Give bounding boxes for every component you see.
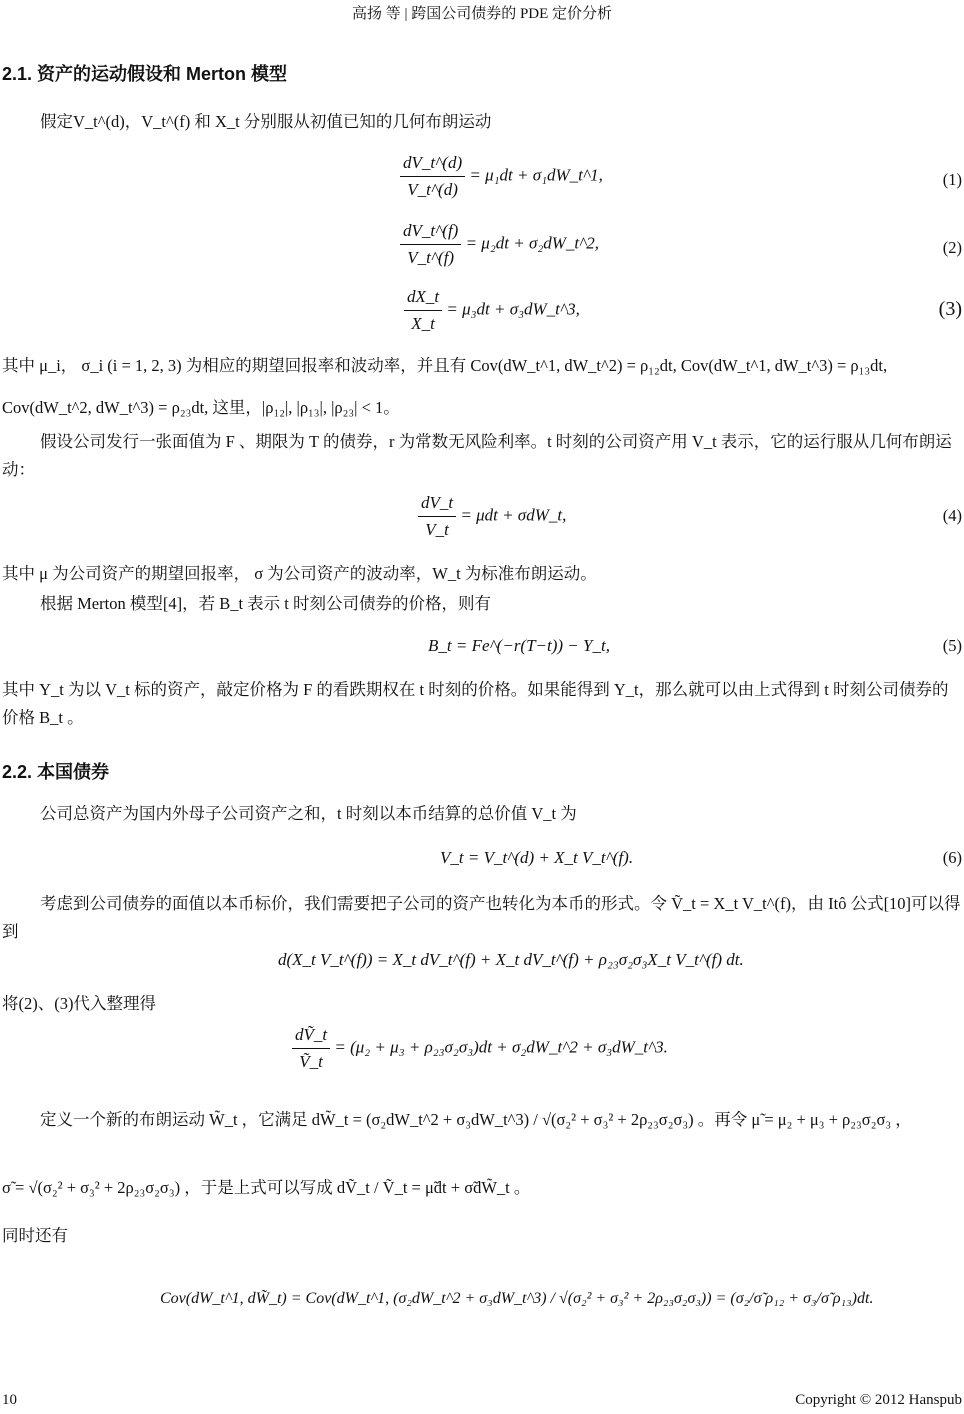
eq3-denominator: X_t <box>411 314 435 333</box>
page-number: 10 <box>2 1392 17 1408</box>
eq5-number: (5) <box>942 636 962 655</box>
equation-ito <box>0 946 964 982</box>
eq5-expression: B_t = Fe^(−r(T−t)) − Y_t, <box>428 636 610 655</box>
section-heading-2-2: 2.2. 本国债券 <box>2 762 110 782</box>
eq-ito-expression: d(X_t V_t^(f)) = X_t dV_t^(f) + X_t dV_t^(f) + ρ₂₃σ₂σ₃X_t V_t^(f) dt. <box>278 950 744 969</box>
equation-1 <box>0 148 964 208</box>
eq4-rhs: = μdt + σdW_t, <box>460 505 567 525</box>
paragraph-where-4: 其中 μ 为公司资产的期望回报率， σ 为公司资产的波动率，W_t 为标准布朗运动。 <box>2 564 597 583</box>
paragraph-where-1: 其中 μ_i， σ_i (i = 1, 2, 3) 为相应的期望回报率和波动率，并且有 Cov(dW_t^1, dW_t^2) = ρ₁₂dt, Cov(dW_t^1, dW_t^3) = ρ₁₃dt, <box>2 356 888 375</box>
eq3-rhs: = μ₃dt + σ₃dW_t^3, <box>446 299 580 319</box>
paragraph-define: 定义一个新的布朗运动 W̃_t ，它满足 dW̃_t = (σ₂dW_t^2 + σ₃dW_t^3) / √(σ₂² + σ₃² + 2ρ₂₃σ₂σ₃) 。再令 μ̃ = μ₂ + μ₃ + ρ₂₃σ₂σ₃ ， <box>40 1110 912 1129</box>
eq2-numerator: dV_t^(f) <box>400 218 461 245</box>
eq3-number: (3) <box>938 298 962 320</box>
eq4-denominator: V_t <box>425 520 449 539</box>
paragraph-where-1b: Cov(dW_t^2, dW_t^3) = ρ₂₃dt, 这里，|ρ₁₂|, |ρ₁₃|, |ρ₂₃| < 1。 <box>2 398 400 417</box>
eq2-rhs: = μ₂dt + σ₂dW_t^2, <box>465 233 600 253</box>
paragraph-merton: 根据 Merton 模型[4]，若 B_t 表示 t 时刻公司债券的价格，则有 <box>40 594 491 613</box>
eq6-number: (6) <box>942 848 962 867</box>
eq-sub-denominator: Ṽ_t <box>299 1052 323 1071</box>
eq1-numerator: dV_t^(d) <box>400 150 465 177</box>
running-head: 高扬 等 | 跨国公司债券的 PDE 定价分析 <box>351 6 613 22</box>
eq-sub-numerator: dṼ_t <box>292 1022 330 1049</box>
section-heading-2-1: 2.1. 资产的运动假设和 Merton 模型 <box>2 64 288 84</box>
eq4-numerator: dV_t <box>418 490 456 517</box>
eq2-number: (2) <box>942 238 962 257</box>
eq6-expression: V_t = V_t^(d) + X_t V_t^(f). <box>440 848 634 867</box>
paragraph-sigma: σ̃ = √(σ₂² + σ₃² + 2ρ₂₃σ₂σ₃) ，于是上式可以写成 dṼ_t / Ṽ_t = μ̃dt + σ̃dW̃_t 。 <box>2 1178 531 1197</box>
equation-2 <box>0 216 964 276</box>
eq1-denominator: V_t^(d) <box>407 180 458 199</box>
eq1-number: (1) <box>942 170 962 189</box>
eq-cov-expression: Cov(dW_t^1, dW̃_t) = Cov(dW_t^1, (σ₂dW_t^2 + σ₃dW_t^3) / √(σ₂² + σ₃² + 2ρ₂₃σ₂σ₃)) = (σ₂/σ̃ ρ₁₂ + σ₃/σ̃ ρ₁₃)dt. <box>160 1290 874 1307</box>
equation-3 <box>0 282 964 342</box>
paragraph-assume: 假设公司发行一张面值为 F 、期限为 T 的债券，r 为常数无风险利率。t 时刻的公司资产用 V_t 表示，它的运行服从几何布朗运动： <box>2 432 952 479</box>
equation-6 <box>0 844 964 880</box>
equation-covariance <box>0 1286 964 1322</box>
copyright-notice: Copyright © 2012 Hanspub <box>795 1392 962 1408</box>
equation-substituted <box>0 1020 964 1080</box>
eq3-numerator: dX_t <box>404 284 442 311</box>
eq2-denominator: V_t^(f) <box>407 248 455 267</box>
paragraph-total-assets: 公司总资产为国内外母子公司资产之和，t 时刻以本币结算的总价值 V_t 为 <box>40 804 577 823</box>
paragraph-intro: 假定V_t^(d)，V_t^(f) 和 X_t 分别服从初值已知的几何布朗运动 <box>40 112 492 131</box>
equation-5 <box>0 632 964 668</box>
paragraph-also: 同时还有 <box>2 1226 68 1245</box>
paragraph-convert: 考虑到公司债券的面值以本币标价，我们需要把子公司的资产也转化为本币的形式。令 Ṽ_t = X_t V_t^(f)，由 Itô 公式[10]可以得到 <box>2 894 961 941</box>
eq1-rhs: = μ₁dt + σ₁dW_t^1, <box>469 165 603 185</box>
paragraph-where-5: 其中 Y_t 为以 V_t 标的资产，敲定价格为 F 的看跌期权在 t 时刻的价格。如果能得到 Y_t，那么就可以由上式得到 t 时刻公司债券的价格 B_t 。 <box>2 680 949 727</box>
paragraph-substitute: 将(2)、(3)代入整理得 <box>2 994 156 1013</box>
eq4-number: (4) <box>942 506 962 525</box>
eq-sub-rhs: = (μ₂ + μ₃ + ρ₂₃σ₂σ₃)dt + σ₂dW_t^2 + σ₃dW_t^3. <box>334 1037 668 1057</box>
equation-4 <box>0 488 964 548</box>
